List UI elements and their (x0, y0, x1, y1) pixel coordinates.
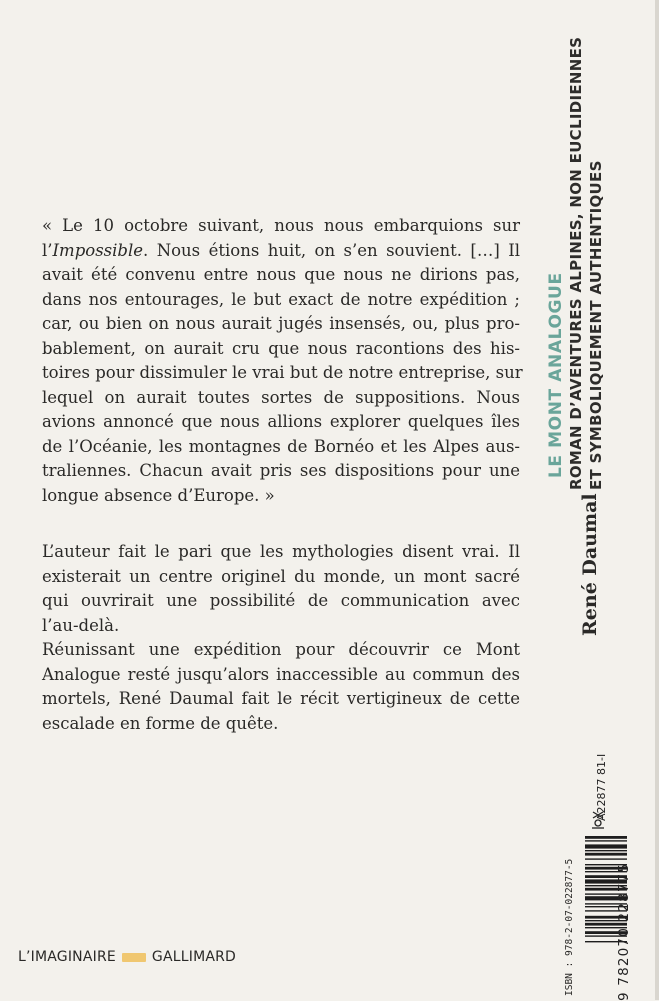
description-line: mortels, René Daumal fait le récit vertigineux de cette (42, 689, 520, 708)
barcode-number: 9 782070 228775 (616, 862, 632, 1001)
quote-line: traliennes. Chacun avait pris ses dispositions pour une (42, 461, 520, 480)
book-description (42, 540, 520, 736)
description-line: qui ouvrirait une possibilité de communication avec (42, 591, 520, 610)
barcode-bar (585, 844, 627, 848)
quote-line: avait été convenu entre nous que nous ne dirions pas, (42, 265, 520, 284)
isbn-label: ISBN : 978-2-07-022877-5 (564, 858, 575, 996)
book-subtitle-line2: ET SYMBOLIQUEMENT AUTHENTIQUES (587, 160, 605, 490)
barcode-bar (585, 853, 627, 856)
collection-name: L’IMAGINAIRE (18, 949, 116, 965)
quote-line: de l’Océanie, les montagnes de Bornéo et les Alpes aus- (42, 436, 520, 456)
quote-line: lequel on aurait toutes sortes de suppositions. Nous (42, 387, 520, 407)
quote-line: avions annoncé que nous allions explorer quelques îles (42, 412, 520, 431)
barcode-bar (585, 840, 627, 841)
description-line: l’au-delà. (42, 615, 120, 635)
description-line: L’auteur fait le pari que les mythologies disent vrai. Il (42, 542, 520, 561)
description-line: existerait un centre originel du monde, un mont sacré (42, 566, 520, 586)
barcode-reference: A22877 81-I (595, 753, 608, 821)
quote-italic-title: Impossible (52, 240, 144, 260)
book-subtitle-line1: ROMAN D’AVENTURES ALPINES, NON EUCLIDIENNES (567, 36, 585, 490)
book-title: LE MONT ANALOGUE (546, 272, 566, 478)
collection-footer (18, 946, 236, 968)
publisher-name: GALLIMARD (151, 949, 237, 965)
book-author: René Daumal (579, 493, 601, 636)
cover-edge (655, 0, 659, 1000)
quote-line: l’Impossible. Nous étions huit, on s’en souvient. […] Il (42, 240, 520, 260)
barcode-bar (585, 858, 627, 859)
description-line: Analogue resté jusqu’alors inaccessible au commun des (42, 664, 520, 684)
collection-separator (122, 953, 146, 962)
quote-line: car, ou bien on nous aurait jugés insensés, ou, plus pro- (42, 314, 520, 333)
quote-line: longue absence d’Europe. » (42, 485, 275, 505)
quote-line: toires pour dissimuler le vrai but de notre entreprise, sur (42, 363, 523, 382)
quote-excerpt (42, 214, 523, 508)
quote-line: dans nos entourages, le but exact de notre expédition ; (42, 289, 520, 309)
quote-line: « Le 10 octobre suivant, nous nous embarquions sur (42, 216, 520, 235)
description-line: escalade en forme de quête. (42, 713, 279, 733)
quote-line: bablement, on aurait cru que nous racontions des his- (42, 338, 520, 358)
description-line: Réunissant une expédition pour découvrir ce Mont (42, 640, 520, 659)
barcode-bar (585, 836, 627, 839)
barcode-bar (585, 850, 627, 851)
